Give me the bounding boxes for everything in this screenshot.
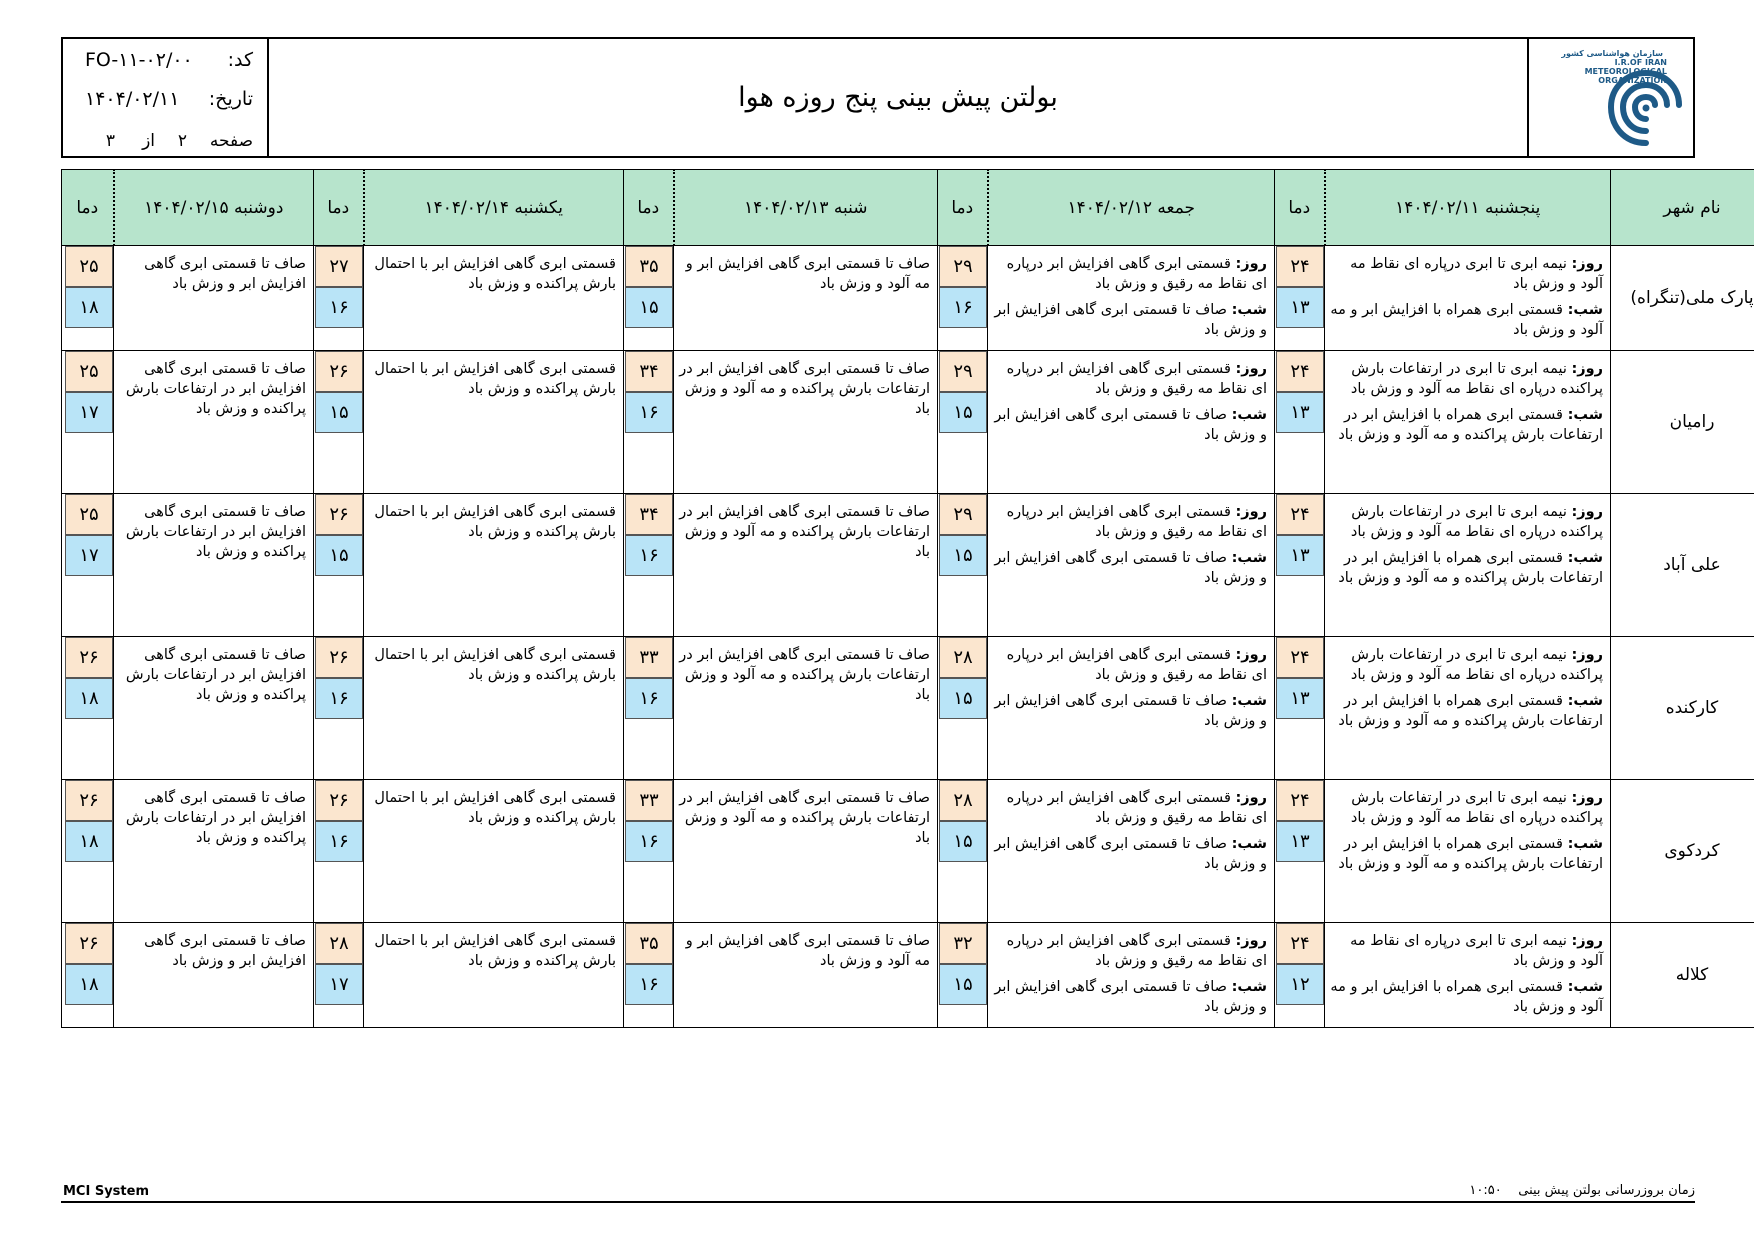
min-temp: ۱۶ xyxy=(625,964,673,1005)
day-forecast-text: قسمتی ابری گاهی افزایش ابر درپاره ای نقاط مه رقیق و وزش باد xyxy=(1006,256,1267,292)
forecast-cell: صاف تا قسمتی ابری گاهی افزایش ابر در ارتفاعات بارش پراکنده و مه آلود و وزش باد xyxy=(674,351,938,494)
city-name: کلاله xyxy=(1611,923,1754,1028)
day-forecast-text: نیمه ابری تا ابری در ارتفاعات بارش پراکنده درپاره ای نقاط مه آلود و وزش باد xyxy=(1350,647,1603,683)
day-forecast xyxy=(992,788,1267,828)
min-temp: ۱۶ xyxy=(315,287,363,328)
max-temp: ۲۵ xyxy=(65,494,113,535)
forecast-cell xyxy=(988,923,1275,1028)
min-temp: ۱۳ xyxy=(1276,287,1324,328)
forecast-cell: قسمتی ابری گاهی افزایش ابر با احتمال بارش پراکنده و وزش باد xyxy=(364,246,624,351)
temp-cell xyxy=(1275,494,1325,637)
max-temp: ۲۴ xyxy=(1276,637,1324,678)
max-temp: ۳۵ xyxy=(625,923,673,964)
day-forecast xyxy=(1329,788,1603,828)
night-forecast xyxy=(992,405,1267,445)
code-row xyxy=(63,43,267,77)
night-forecast-text: قسمتی ابری همراه با افزایش ابر و مه آلود و وزش باد xyxy=(1330,979,1603,1015)
max-temp: ۲۶ xyxy=(65,637,113,678)
night-forecast xyxy=(992,300,1267,340)
footer-system-name: MCI System xyxy=(63,1184,149,1199)
max-temp: ۲۶ xyxy=(315,637,363,678)
org-logo xyxy=(1527,39,1693,156)
max-temp: ۲۴ xyxy=(1276,494,1324,535)
temp-cell xyxy=(62,923,114,1028)
max-temp: ۲۵ xyxy=(65,351,113,392)
footer-divider xyxy=(61,1201,1695,1203)
table-row xyxy=(62,494,1754,637)
day-forecast xyxy=(1329,359,1603,399)
page-total: ۳ xyxy=(105,131,115,151)
city-name: کارکنده xyxy=(1611,637,1754,780)
max-temp: ۳۴ xyxy=(625,494,673,535)
date-value: ۱۴۰۴/۰۲/۱۱ xyxy=(85,88,180,110)
min-temp: ۱۳ xyxy=(1276,678,1324,719)
city-name: کردکوی xyxy=(1611,780,1754,923)
day-forecast-text: نیمه ابری تا ابری در ارتفاعات بارش پراکنده درپاره ای نقاط مه آلود و وزش باد xyxy=(1350,504,1603,540)
night-forecast xyxy=(1329,548,1603,588)
night-label: شب: xyxy=(1567,550,1603,566)
city-name: رامیان xyxy=(1611,351,1754,494)
meteorological-spiral-icon xyxy=(1605,51,1687,151)
temp-cell xyxy=(62,246,114,351)
forecast-cell: صاف تا قسمتی ابری گاهی افزایش ابر در ارتفاعات بارش پراکنده و مه آلود و وزش باد xyxy=(674,494,938,637)
forecast-table xyxy=(61,169,1754,1028)
code-label: کد: xyxy=(227,49,253,71)
night-forecast xyxy=(1329,300,1603,340)
table-row xyxy=(62,780,1754,923)
min-temp: ۱۵ xyxy=(939,535,987,576)
max-temp: ۲۶ xyxy=(65,780,113,821)
temp-cell xyxy=(1275,923,1325,1028)
min-temp: ۱۵ xyxy=(315,392,363,433)
day-forecast-text: قسمتی ابری گاهی افزایش ابر درپاره ای نقاط مه رقیق و وزش باد xyxy=(1006,361,1267,397)
forecast-cell: قسمتی ابری گاهی افزایش ابر با احتمال بارش پراکنده و وزش باد xyxy=(364,637,624,780)
night-label: شب: xyxy=(1231,836,1267,852)
night-forecast-text: صاف تا قسمتی ابری گاهی افزایش ابر و وزش باد xyxy=(994,407,1267,443)
temp-cell xyxy=(1275,637,1325,780)
day-forecast-text: نیمه ابری تا ابری درپاره ای نقاط مه آلود و وزش باد xyxy=(1350,256,1603,292)
day-label: روز: xyxy=(1235,790,1267,806)
temp-cell xyxy=(624,923,674,1028)
table-header-row xyxy=(62,170,1754,246)
forecast-cell: صاف تا قسمتی ابری گاهی افزایش ابر در ارتفاعات بارش پراکنده و وزش باد xyxy=(114,637,314,780)
forecast-cell xyxy=(1325,246,1611,351)
temp-cell xyxy=(1275,780,1325,923)
min-temp: ۱۸ xyxy=(65,287,113,328)
temp-cell xyxy=(62,637,114,780)
temp-cell xyxy=(1275,351,1325,494)
table-row xyxy=(62,923,1754,1028)
min-temp: ۱۳ xyxy=(1276,535,1324,576)
temp-cell xyxy=(938,923,988,1028)
page-current: ۲ xyxy=(177,131,187,151)
temp-cell xyxy=(62,494,114,637)
day-forecast xyxy=(1329,645,1603,685)
max-temp: ۲۴ xyxy=(1276,780,1324,821)
day-forecast-text: قسمتی ابری گاهی افزایش ابر درپاره ای نقاط مه رقیق و وزش باد xyxy=(1006,647,1267,683)
max-temp: ۲۸ xyxy=(939,780,987,821)
max-temp: ۳۴ xyxy=(625,351,673,392)
min-temp: ۱۶ xyxy=(625,678,673,719)
day-forecast xyxy=(992,502,1267,542)
night-label: شب: xyxy=(1231,979,1267,995)
day-column-header: پنجشنبه ۱۴۰۴/۰۲/۱۱ xyxy=(1325,170,1611,246)
day-forecast-text: نیمه ابری تا ابری درپاره ای نقاط مه آلود و وزش باد xyxy=(1350,933,1603,969)
day-label: روز: xyxy=(1571,361,1603,377)
night-label: شب: xyxy=(1231,693,1267,709)
min-temp: ۱۵ xyxy=(625,287,673,328)
night-forecast xyxy=(992,834,1267,874)
max-temp: ۲۶ xyxy=(315,780,363,821)
day-label: روز: xyxy=(1235,256,1267,272)
night-forecast xyxy=(1329,834,1603,874)
forecast-cell: صاف تا قسمتی ابری گاهی افزایش ابر در ارتفاعات بارش پراکنده و وزش باد xyxy=(114,494,314,637)
temp-cell xyxy=(314,246,364,351)
temp-cell xyxy=(624,780,674,923)
day-column-header: یکشنبه ۱۴۰۴/۰۲/۱۴ xyxy=(364,170,624,246)
forecast-cell: صاف تا قسمتی ابری گاهی افزایش ابر و مه آلود و وزش باد xyxy=(674,923,938,1028)
min-temp: ۱۸ xyxy=(65,678,113,719)
forecast-cell: صاف تا قسمتی ابری گاهی افزایش ابر و وزش باد xyxy=(114,923,314,1028)
min-temp: ۱۲ xyxy=(1276,964,1324,1005)
forecast-cell: صاف تا قسمتی ابری گاهی افزایش ابر در ارتفاعات بارش پراکنده و وزش باد xyxy=(114,780,314,923)
max-temp: ۲۹ xyxy=(939,246,987,287)
forecast-cell: قسمتی ابری گاهی افزایش ابر با احتمال بارش پراکنده و وزش باد xyxy=(364,494,624,637)
forecast-cell: صاف تا قسمتی ابری گاهی افزایش ابر و مه آلود و وزش باد xyxy=(674,246,938,351)
day-label: روز: xyxy=(1235,504,1267,520)
night-label: شب: xyxy=(1567,979,1603,995)
night-forecast-text: صاف تا قسمتی ابری گاهی افزایش ابر و وزش باد xyxy=(994,836,1267,872)
night-forecast-text: صاف تا قسمتی ابری گاهی افزایش ابر و وزش باد xyxy=(994,302,1267,338)
min-temp: ۱۶ xyxy=(315,821,363,862)
night-label: شب: xyxy=(1567,693,1603,709)
max-temp: ۲۶ xyxy=(315,494,363,535)
forecast-cell xyxy=(1325,351,1611,494)
day-label: روز: xyxy=(1235,933,1267,949)
page-title: بولتن پیش بینی پنج روزه هوا xyxy=(738,82,1058,113)
day-label: روز: xyxy=(1235,361,1267,377)
table-row xyxy=(62,246,1754,351)
day-forecast-text: نیمه ابری تا ابری در ارتفاعات بارش پراکنده درپاره ای نقاط مه آلود و وزش باد xyxy=(1350,790,1603,826)
temp-cell xyxy=(314,637,364,780)
temp-column-header: دما xyxy=(62,170,114,246)
night-forecast-text: قسمتی ابری همراه با افزایش ابر در ارتفاعات بارش پراکنده و مه آلود و وزش باد xyxy=(1338,693,1603,729)
day-forecast xyxy=(1329,502,1603,542)
night-forecast-text: صاف تا قسمتی ابری گاهی افزایش ابر و وزش باد xyxy=(994,979,1267,1015)
max-temp: ۲۴ xyxy=(1276,351,1324,392)
temp-cell xyxy=(938,246,988,351)
forecast-cell: قسمتی ابری گاهی افزایش ابر با احتمال بارش پراکنده و وزش باد xyxy=(364,351,624,494)
day-forecast xyxy=(992,254,1267,294)
temp-cell xyxy=(624,637,674,780)
day-column-header: جمعه ۱۴۰۴/۰۲/۱۲ xyxy=(988,170,1275,246)
night-forecast-text: صاف تا قسمتی ابری گاهی افزایش ابر و وزش باد xyxy=(994,550,1267,586)
city-name: علی آباد xyxy=(1611,494,1754,637)
max-temp: ۲۸ xyxy=(315,923,363,964)
temp-cell xyxy=(314,780,364,923)
temp-cell xyxy=(314,351,364,494)
temp-cell xyxy=(62,351,114,494)
max-temp: ۳۳ xyxy=(625,780,673,821)
forecast-cell xyxy=(1325,780,1611,923)
temp-cell xyxy=(938,494,988,637)
min-temp: ۱۵ xyxy=(939,821,987,862)
night-label: شب: xyxy=(1567,407,1603,423)
day-label: روز: xyxy=(1571,256,1603,272)
max-temp: ۲۶ xyxy=(65,923,113,964)
min-temp: ۱۷ xyxy=(315,964,363,1005)
night-label: شب: xyxy=(1567,302,1603,318)
day-label: روز: xyxy=(1571,647,1603,663)
min-temp: ۱۳ xyxy=(1276,392,1324,433)
temp-column-header: دما xyxy=(624,170,674,246)
temp-cell xyxy=(314,923,364,1028)
day-forecast xyxy=(992,645,1267,685)
update-label: زمان بروزرسانی بولتن پیش بینی xyxy=(1518,1183,1695,1198)
day-label: روز: xyxy=(1571,504,1603,520)
org-name-en-2: METEOROLOGICAL xyxy=(1584,67,1667,76)
date-row xyxy=(63,82,267,116)
day-column-header: شنبه ۱۴۰۴/۰۲/۱۳ xyxy=(674,170,938,246)
night-forecast xyxy=(992,977,1267,1017)
night-forecast-text: قسمتی ابری همراه با افزایش ابر و مه آلود و وزش باد xyxy=(1330,302,1603,338)
forecast-cell xyxy=(1325,494,1611,637)
temp-cell xyxy=(624,351,674,494)
code-value: FO-۱۱-۰۲/۰۰ xyxy=(85,49,193,71)
day-forecast xyxy=(992,359,1267,399)
min-temp: ۱۷ xyxy=(65,392,113,433)
table-row xyxy=(62,637,1754,780)
forecast-cell: قسمتی ابری گاهی افزایش ابر با احتمال بارش پراکنده و وزش باد xyxy=(364,780,624,923)
city-column-header: نام شهر xyxy=(1611,170,1754,246)
day-column-header: دوشنبه ۱۴۰۴/۰۲/۱۵ xyxy=(114,170,314,246)
temp-cell xyxy=(314,494,364,637)
forecast-cell: صاف تا قسمتی ابری گاهی افزایش ابر در ارتفاعات بارش پراکنده و وزش باد xyxy=(114,351,314,494)
min-temp: ۱۵ xyxy=(315,535,363,576)
forecast-cell xyxy=(988,351,1275,494)
min-temp: ۱۶ xyxy=(625,821,673,862)
min-temp: ۱۸ xyxy=(65,964,113,1005)
forecast-cell: قسمتی ابری گاهی افزایش ابر با احتمال بارش پراکنده و وزش باد xyxy=(364,923,624,1028)
max-temp: ۲۹ xyxy=(939,351,987,392)
day-forecast xyxy=(1329,931,1603,971)
temp-cell xyxy=(624,494,674,637)
night-label: شب: xyxy=(1231,302,1267,318)
forecast-cell xyxy=(988,637,1275,780)
night-label: شب: xyxy=(1231,407,1267,423)
temp-cell xyxy=(624,246,674,351)
temp-cell xyxy=(938,780,988,923)
night-forecast-text: قسمتی ابری همراه با افزایش ابر در ارتفاعات بارش پراکنده و مه آلود و وزش باد xyxy=(1338,407,1603,443)
night-forecast-text: قسمتی ابری همراه با افزایش ابر در ارتفاعات بارش پراکنده و مه آلود و وزش باد xyxy=(1338,836,1603,872)
page-indicator xyxy=(63,125,267,155)
page-of: از xyxy=(142,131,155,151)
forecast-cell xyxy=(988,494,1275,637)
day-label: روز: xyxy=(1571,790,1603,806)
temp-cell xyxy=(62,780,114,923)
max-temp: ۲۸ xyxy=(939,637,987,678)
temp-cell xyxy=(938,351,988,494)
forecast-cell: صاف تا قسمتی ابری گاهی افزایش ابر در ارتفاعات بارش پراکنده و مه آلود و وزش باد xyxy=(674,780,938,923)
day-forecast-text: نیمه ابری تا ابری در ارتفاعات بارش پراکنده درپاره ای نقاط مه آلود و وزش باد xyxy=(1350,361,1603,397)
org-name-fa: سازمان هواشناسی کشور xyxy=(1561,49,1663,58)
min-temp: ۱۷ xyxy=(65,535,113,576)
max-temp: ۲۵ xyxy=(65,246,113,287)
max-temp: ۲۷ xyxy=(315,246,363,287)
night-forecast-text: صاف تا قسمتی ابری گاهی افزایش ابر و وزش باد xyxy=(994,693,1267,729)
update-time: ۱۰:۵۰ xyxy=(1469,1183,1502,1198)
max-temp: ۲۴ xyxy=(1276,923,1324,964)
min-temp: ۱۶ xyxy=(939,287,987,328)
forecast-cell xyxy=(988,246,1275,351)
max-temp: ۲۶ xyxy=(315,351,363,392)
max-temp: ۲۹ xyxy=(939,494,987,535)
bulletin-header xyxy=(61,37,1695,158)
day-forecast-text: قسمتی ابری گاهی افزایش ابر درپاره ای نقاط مه رقیق و وزش باد xyxy=(1006,933,1267,969)
min-temp: ۱۸ xyxy=(65,821,113,862)
org-name-en-1: I.R.OF IRAN xyxy=(1614,58,1667,67)
temp-cell xyxy=(938,637,988,780)
org-name-en-3: ORGANIZATION xyxy=(1598,76,1667,85)
temp-column-header: دما xyxy=(314,170,364,246)
document-meta xyxy=(63,39,269,156)
temp-column-header: دما xyxy=(1275,170,1325,246)
night-label: شب: xyxy=(1567,836,1603,852)
max-temp: ۳۳ xyxy=(625,637,673,678)
min-temp: ۱۶ xyxy=(625,535,673,576)
night-forecast xyxy=(992,691,1267,731)
min-temp: ۱۵ xyxy=(939,678,987,719)
day-label: روز: xyxy=(1235,647,1267,663)
min-temp: ۱۶ xyxy=(625,392,673,433)
table-row xyxy=(62,351,1754,494)
night-label: شب: xyxy=(1231,550,1267,566)
night-forecast xyxy=(1329,691,1603,731)
forecast-cell: صاف تا قسمتی ابری گاهی افزایش ابر در ارتفاعات بارش پراکنده و مه آلود و وزش باد xyxy=(674,637,938,780)
day-label: روز: xyxy=(1571,933,1603,949)
min-temp: ۱۶ xyxy=(315,678,363,719)
max-temp: ۳۵ xyxy=(625,246,673,287)
day-forecast-text: قسمتی ابری گاهی افزایش ابر درپاره ای نقاط مه رقیق و وزش باد xyxy=(1006,790,1267,826)
night-forecast xyxy=(1329,405,1603,445)
forecast-cell xyxy=(1325,637,1611,780)
min-temp: ۱۵ xyxy=(939,392,987,433)
night-forecast xyxy=(1329,977,1603,1017)
min-temp: ۱۳ xyxy=(1276,821,1324,862)
max-temp: ۲۴ xyxy=(1276,246,1324,287)
min-temp: ۱۵ xyxy=(939,964,987,1005)
temp-column-header: دما xyxy=(938,170,988,246)
max-temp: ۳۲ xyxy=(939,923,987,964)
forecast-cell xyxy=(988,780,1275,923)
date-label: تاریخ: xyxy=(208,88,253,110)
forecast-cell: صاف تا قسمتی ابری گاهی افزایش ابر و وزش باد xyxy=(114,246,314,351)
day-forecast-text: قسمتی ابری گاهی افزایش ابر درپاره ای نقاط مه رقیق و وزش باد xyxy=(1006,504,1267,540)
page-label: صفحه xyxy=(209,131,253,151)
night-forecast-text: قسمتی ابری همراه با افزایش ابر در ارتفاعات بارش پراکنده و مه آلود و وزش باد xyxy=(1338,550,1603,586)
city-name: پارک ملی(تنگراه) xyxy=(1611,246,1754,351)
day-forecast xyxy=(992,931,1267,971)
temp-cell xyxy=(1275,246,1325,351)
forecast-cell xyxy=(1325,923,1611,1028)
day-forecast xyxy=(1329,254,1603,294)
footer-update-info xyxy=(1469,1183,1695,1198)
night-forecast xyxy=(992,548,1267,588)
